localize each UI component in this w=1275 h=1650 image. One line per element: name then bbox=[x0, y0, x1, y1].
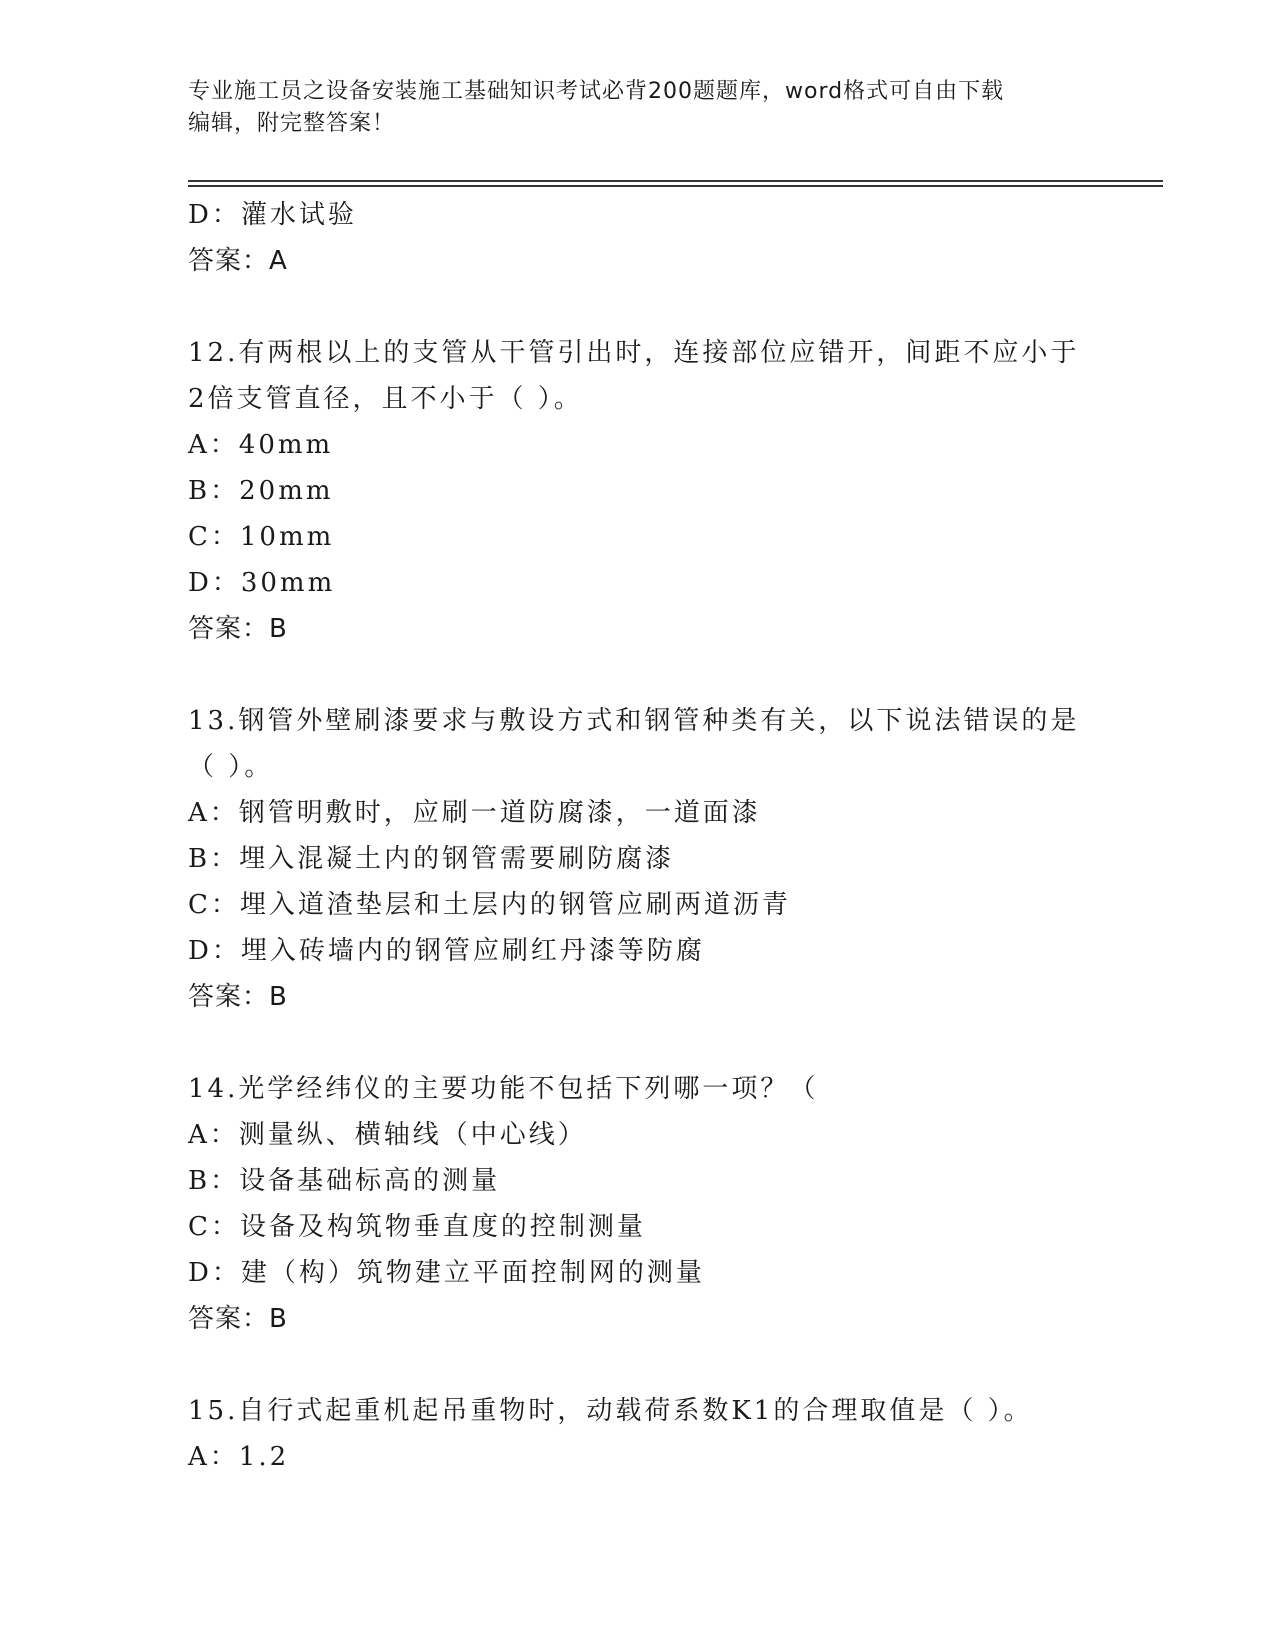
option-b: B：埋入混凝土内的钢管需要刷防腐漆 bbox=[188, 844, 675, 874]
answer: 答案：B bbox=[188, 1304, 288, 1334]
question-stem: 14.光学经纬仪的主要功能不包括下列哪一项？（ bbox=[188, 1074, 819, 1104]
question-list bbox=[188, 192, 1148, 1480]
question-15 bbox=[188, 1388, 1148, 1480]
question-13 bbox=[188, 698, 1148, 1020]
question-11 bbox=[188, 192, 1148, 284]
document-header bbox=[188, 76, 1088, 140]
option-b: B：设备基础标高的测量 bbox=[188, 1166, 501, 1196]
option-c: C：埋入道渣垫层和土层内的钢管应刷两道沥青 bbox=[188, 890, 791, 920]
option-d: D：灌水试验 bbox=[188, 200, 357, 230]
question-stem: 12.有两根以上的支管从干管引出时，连接部位应错开，间距不应小于 bbox=[188, 338, 1080, 368]
question-14 bbox=[188, 1066, 1148, 1342]
answer: 答案：B bbox=[188, 614, 288, 644]
option-c: C：10mm bbox=[188, 522, 335, 552]
option-a: A：钢管明敷时，应刷一道防腐漆，一道面漆 bbox=[188, 798, 761, 828]
option-a: A：测量纵、横轴线（中心线） bbox=[188, 1120, 587, 1150]
header-divider-bottom bbox=[188, 185, 1163, 187]
header-divider-top bbox=[188, 180, 1163, 182]
question-stem: 13.钢管外壁刷漆要求与敷设方式和钢管种类有关，以下说法错误的是 bbox=[188, 706, 1080, 736]
option-d: D：建（构）筑物建立平面控制网的测量 bbox=[188, 1258, 705, 1288]
spacer bbox=[188, 1342, 1148, 1388]
option-b: B：20mm bbox=[188, 476, 334, 506]
option-c: C：设备及构筑物垂直度的控制测量 bbox=[188, 1212, 646, 1242]
question-stem-continued: 2倍支管直径，且不小于（ ）。 bbox=[188, 384, 583, 414]
spacer bbox=[188, 1020, 1148, 1066]
option-a: A：40mm bbox=[188, 430, 334, 460]
option-a: A：1.2 bbox=[188, 1442, 290, 1472]
answer: 答案：B bbox=[188, 982, 288, 1012]
header-title-line-2: 编辑，附完整答案！ bbox=[188, 111, 396, 136]
question-stem: 15.自行式起重机起吊重物时，动载荷系数K1的合理取值是（ ）。 bbox=[188, 1396, 1033, 1426]
header-title-line-1: 专业施工员之设备安装施工基础知识考试必背200题题库，word格式可自由下载 bbox=[188, 79, 1005, 104]
option-d: D：30mm bbox=[188, 568, 336, 598]
answer: 答案：A bbox=[188, 246, 288, 276]
spacer bbox=[188, 284, 1148, 330]
spacer bbox=[188, 652, 1148, 698]
question-12 bbox=[188, 330, 1148, 652]
question-stem-continued: （ ）。 bbox=[188, 752, 274, 782]
option-d: D：埋入砖墙内的钢管应刷红丹漆等防腐 bbox=[188, 936, 705, 966]
